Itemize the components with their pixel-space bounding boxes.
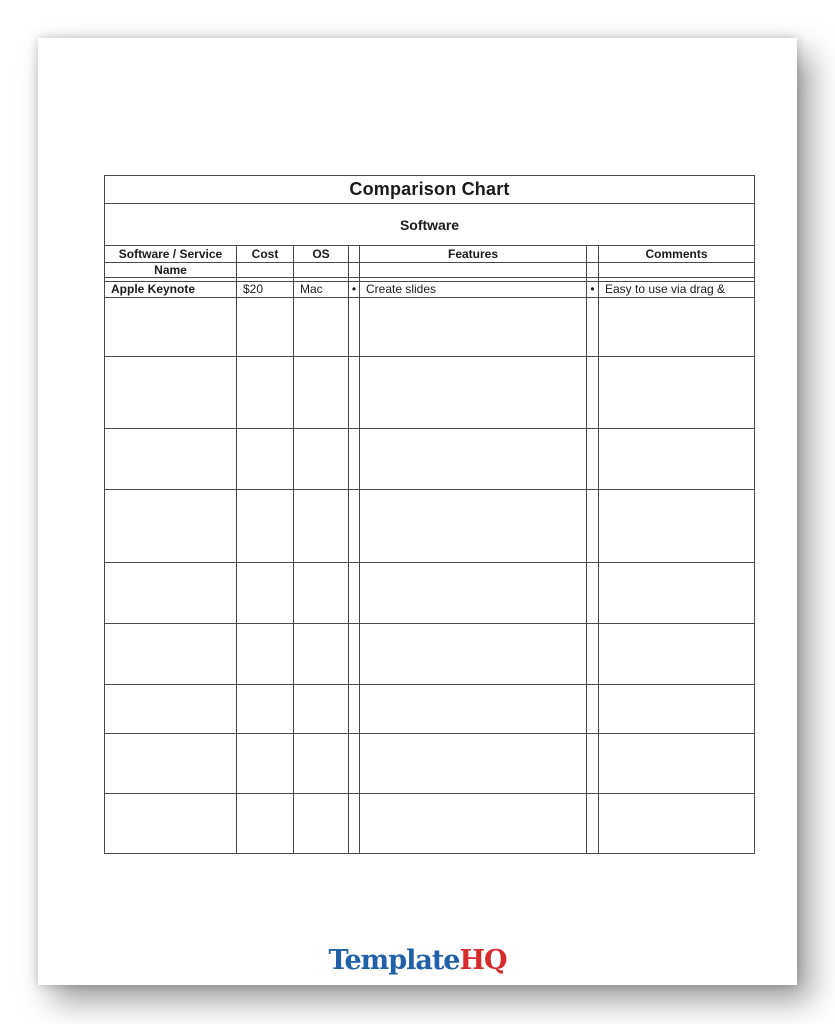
col-header-comments: Comments: [599, 246, 755, 263]
entry-row-apple-keynote: [105, 282, 755, 298]
gutter-blank: [587, 263, 599, 278]
page-title: Comparison Chart: [105, 176, 755, 204]
empty-row: [105, 298, 755, 357]
col-header-cost: Cost: [237, 246, 294, 263]
section-row: [105, 204, 755, 246]
col-header-comments-bullet-gutter: [587, 246, 599, 263]
header-row-2: [105, 263, 755, 278]
cell-features: Create slides: [360, 282, 587, 298]
cell-software-name: Apple Keynote: [105, 282, 237, 298]
col-header-os-blank: [294, 263, 349, 278]
col-header-name: Name: [105, 263, 237, 278]
empty-row: [105, 734, 755, 794]
col-header-features-bullet-gutter: [349, 246, 360, 263]
title-row: [105, 176, 755, 204]
gutter-blank: [349, 263, 360, 278]
empty-row: [105, 429, 755, 490]
empty-row: [105, 685, 755, 734]
header-row-1: [105, 246, 755, 263]
empty-row: [105, 357, 755, 429]
empty-row: [105, 563, 755, 624]
col-header-os: OS: [294, 246, 349, 263]
col-header-software-service: Software / Service: [105, 246, 237, 263]
empty-row: [105, 794, 755, 854]
col-header-features: Features: [360, 246, 587, 263]
col-header-comments-blank: [599, 263, 755, 278]
comments-bullet-icon: •: [587, 282, 599, 298]
templatehq-logo: [38, 946, 797, 976]
col-header-cost-blank: [237, 263, 294, 278]
cell-comments: Easy to use via drag &: [599, 282, 755, 298]
logo-text-template: Template: [328, 945, 460, 976]
document-page: [38, 38, 797, 985]
empty-row: [105, 624, 755, 685]
col-header-features-blank: [360, 263, 587, 278]
comparison-chart-table: [104, 175, 755, 854]
features-bullet-icon: •: [349, 282, 360, 298]
cell-os: Mac: [294, 282, 349, 298]
empty-row: [105, 490, 755, 563]
cell-cost: $20: [237, 282, 294, 298]
logo-text-hq: HQ: [459, 945, 507, 976]
section-title: Software: [105, 204, 755, 246]
